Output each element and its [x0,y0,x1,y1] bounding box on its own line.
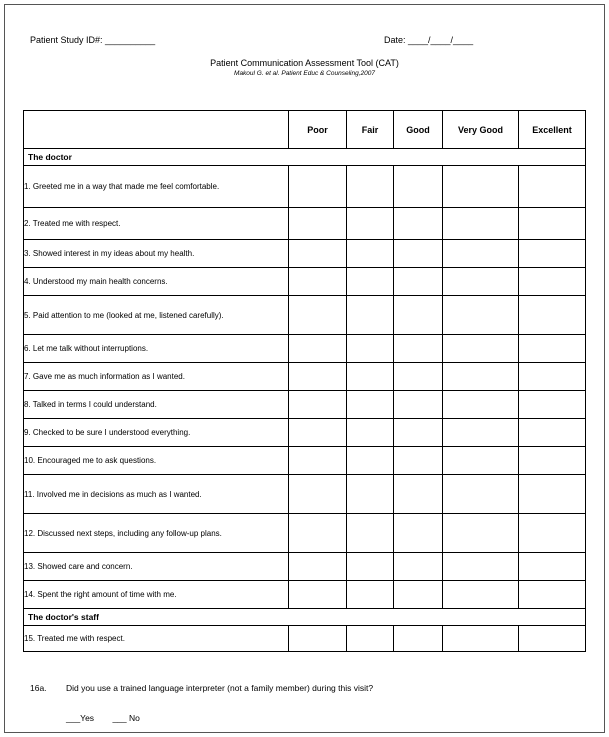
rating-header-row [24,111,586,149]
table-row [24,363,586,391]
rating-cell-poor[interactable] [289,363,347,391]
table-row [24,391,586,419]
rating-cell-fair[interactable] [347,514,394,553]
rating-cell-fair[interactable] [347,447,394,475]
form-citation: Makoul G. et al. Patient Educ & Counseling,2007 [234,70,375,77]
table-row [24,296,586,335]
question-16a-answers [66,713,156,723]
question-label: 3. Showed interest in my ideas about my health. [24,240,289,268]
table-row [24,240,586,268]
column-header-fair: Fair [347,111,394,149]
rating-cell-good[interactable] [394,268,443,296]
rating-cell-poor[interactable] [289,447,347,475]
rating-cell-good[interactable] [394,363,443,391]
rating-cell-very-good[interactable] [443,514,519,553]
section-label-staff: The doctor's staff [24,609,586,626]
rating-cell-poor[interactable] [289,208,347,240]
table-row [24,208,586,240]
rating-cell-fair[interactable] [347,419,394,447]
rating-cell-excellent[interactable] [519,208,586,240]
rating-cell-poor[interactable] [289,514,347,553]
rating-cell-very-good[interactable] [443,296,519,335]
question-label: 7. Gave me as much information as I wanted. [24,363,289,391]
rating-cell-poor[interactable] [289,166,347,208]
question-16a-number: 16a. [30,683,47,693]
table-row [24,268,586,296]
answer-yes[interactable]: ___Yes [66,713,95,723]
rating-cell-very-good[interactable] [443,447,519,475]
rating-cell-excellent[interactable] [519,514,586,553]
rating-cell-poor[interactable] [289,268,347,296]
rating-cell-very-good[interactable] [443,268,519,296]
rating-cell-very-good[interactable] [443,335,519,363]
patient-study-id-field[interactable]: Patient Study ID#: __________ [30,35,156,45]
rating-cell-poor[interactable] [289,296,347,335]
rating-cell-good[interactable] [394,514,443,553]
rating-cell-excellent[interactable] [519,335,586,363]
table-row [24,419,586,447]
column-header-good: Good [394,111,443,149]
header-blank-cell [24,111,289,149]
rating-cell-excellent[interactable] [519,296,586,335]
table-row [24,335,586,363]
rating-cell-fair[interactable] [347,296,394,335]
rating-cell-excellent[interactable] [519,240,586,268]
rating-cell-good[interactable] [394,391,443,419]
rating-cell-excellent[interactable] [519,553,586,581]
date-field[interactable]: Date: ____/____/____ [384,35,474,45]
column-header-poor: Poor [289,111,347,149]
rating-cell-excellent[interactable] [519,166,586,208]
rating-cell-poor[interactable] [289,335,347,363]
question-label: 14. Spent the right amount of time with me. [24,581,289,609]
rating-cell-fair[interactable] [347,581,394,609]
section-row-doctor [24,149,586,166]
table-row [24,166,586,208]
rating-cell-excellent[interactable] [519,363,586,391]
answer-no[interactable]: ___ No [112,713,140,723]
rating-cell-very-good[interactable] [443,553,519,581]
rating-cell-good[interactable] [394,335,443,363]
section-label-doctor: The doctor [24,149,586,166]
form-title: Patient Communication Assessment Tool (CAT) [210,58,399,68]
table-row [24,475,586,514]
question-label: 9. Checked to be sure I understood everything. [24,419,289,447]
rating-cell-good[interactable] [394,419,443,447]
question-label: 5. Paid attention to me (looked at me, listened carefully). [24,296,289,335]
rating-cell-poor[interactable] [289,553,347,581]
rating-cell-very-good[interactable] [443,626,519,652]
question-label: 10. Encouraged me to ask questions. [24,447,289,475]
rating-cell-excellent[interactable] [519,475,586,514]
question-label: 15. Treated me with respect. [24,626,289,652]
question-label: 8. Talked in terms I could understand. [24,391,289,419]
rating-cell-good[interactable] [394,296,443,335]
rating-cell-good[interactable] [394,447,443,475]
question-label: 13. Showed care and concern. [24,553,289,581]
question-label: 4. Understood my main health concerns. [24,268,289,296]
rating-cell-good[interactable] [394,626,443,652]
rating-cell-very-good[interactable] [443,419,519,447]
rating-cell-excellent[interactable] [519,626,586,652]
rating-cell-very-good[interactable] [443,166,519,208]
rating-cell-fair[interactable] [347,626,394,652]
table-row [24,626,586,652]
question-label: 6. Let me talk without interruptions. [24,335,289,363]
table-row [24,514,586,553]
rating-cell-good[interactable] [394,553,443,581]
column-header-very-good: Very Good [443,111,519,149]
column-header-excellent: Excellent [519,111,586,149]
rating-cell-excellent[interactable] [519,447,586,475]
rating-cell-fair[interactable] [347,391,394,419]
rating-cell-excellent[interactable] [519,391,586,419]
question-label: 2. Treated me with respect. [24,208,289,240]
rating-cell-good[interactable] [394,240,443,268]
rating-cell-fair[interactable] [347,553,394,581]
rating-cell-poor[interactable] [289,419,347,447]
question-label: 12. Discussed next steps, including any follow-up plans. [24,514,289,553]
rating-cell-poor[interactable] [289,581,347,609]
rating-cell-excellent[interactable] [519,268,586,296]
rating-cell-excellent[interactable] [519,419,586,447]
rating-cell-excellent[interactable] [519,581,586,609]
rating-cell-very-good[interactable] [443,363,519,391]
rating-cell-very-good[interactable] [443,475,519,514]
table-row [24,553,586,581]
rating-cell-fair[interactable] [347,268,394,296]
rating-cell-good[interactable] [394,208,443,240]
rating-cell-poor[interactable] [289,626,347,652]
question-16a [30,683,373,693]
rating-cell-poor[interactable] [289,240,347,268]
table-row [24,447,586,475]
rating-cell-poor[interactable] [289,391,347,419]
rating-cell-fair[interactable] [347,335,394,363]
assessment-table [23,110,586,652]
rating-cell-fair[interactable] [347,208,394,240]
rating-cell-good[interactable] [394,166,443,208]
rating-cell-poor[interactable] [289,475,347,514]
question-label: 1. Greeted me in a way that made me feel comfortable. [24,166,289,208]
rating-cell-very-good[interactable] [443,391,519,419]
table-row [24,581,586,609]
rating-cell-fair[interactable] [347,240,394,268]
assessment-table-body [24,149,586,652]
rating-cell-good[interactable] [394,581,443,609]
rating-cell-fair[interactable] [347,363,394,391]
rating-cell-very-good[interactable] [443,208,519,240]
question-16a-text: Did you use a trained language interpreter (not a family member) during this visit? [66,683,374,693]
rating-cell-fair[interactable] [347,475,394,514]
rating-cell-very-good[interactable] [443,581,519,609]
rating-cell-very-good[interactable] [443,240,519,268]
question-label: 11. Involved me in decisions as much as I wanted. [24,475,289,514]
rating-cell-fair[interactable] [347,166,394,208]
rating-cell-good[interactable] [394,475,443,514]
section-row-staff [24,609,586,626]
